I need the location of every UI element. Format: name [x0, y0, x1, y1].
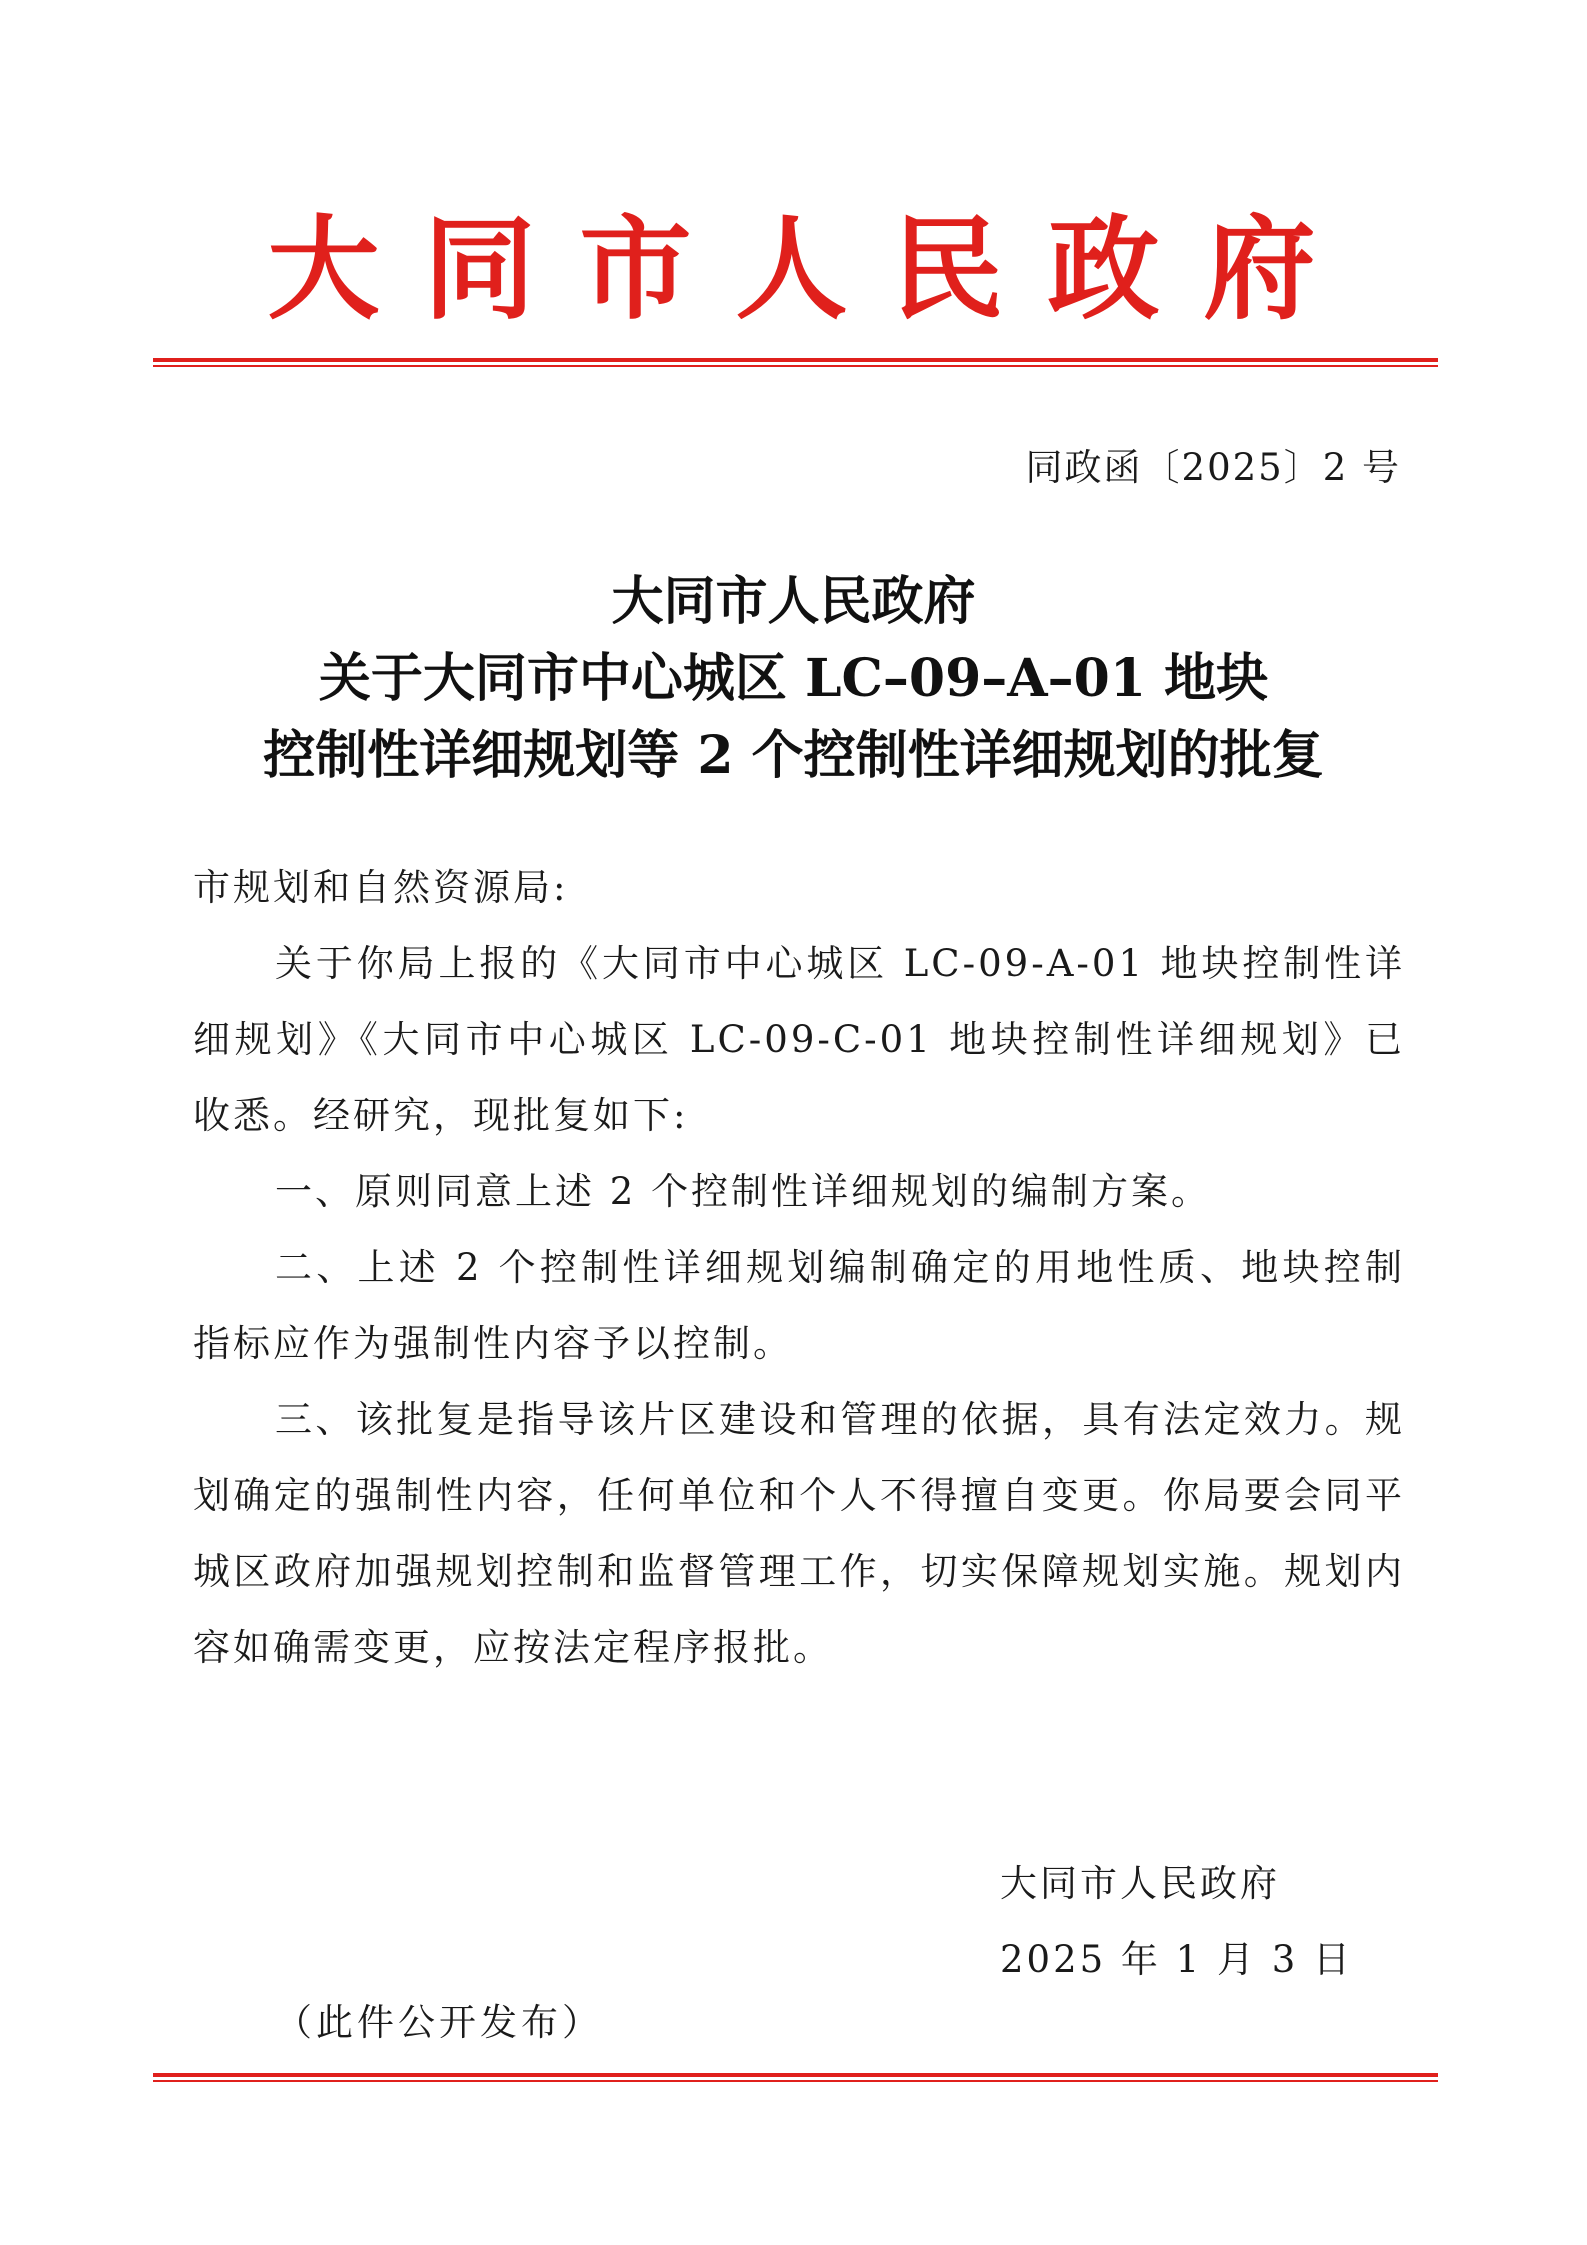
letterhead-title: 大同市人民政府: [267, 204, 1360, 335]
signature-issuer: 大同市人民政府: [1000, 1862, 1280, 1905]
body-paragraph-item-2: 二、上述 2 个控制性详细规划编制确定的用地性质、地块控制指标应作为强制性内容予以控制。: [193, 1246, 1405, 1365]
document-body: [193, 850, 1405, 1686]
signature-block: [1000, 1846, 1353, 1998]
red-rule-thick-line: [153, 358, 1438, 362]
footer-rule-thin-line: [153, 2080, 1438, 2082]
body-paragraph-intro: 关于你局上报的《大同市中心城区 LC-09-A-01 地块控制性详细规划》《大同市中心城区 LC-09-C-01 地块控制性详细规划》已收悉。经研究，现批复如下:: [193, 942, 1405, 1137]
signature-date: 2025 年 1 月 3 日: [1000, 1938, 1354, 1981]
title-line-3: 控制性详细规划等 2 个控制性详细规划的批复: [263, 725, 1324, 786]
title-line-1: 大同市人民政府: [611, 571, 976, 632]
public-release-note: （此件公开发布）: [275, 2001, 603, 2044]
red-rule-thin-line: [153, 365, 1438, 367]
footer-red-rule: [153, 2073, 1438, 2082]
letterhead-red-rule: [153, 358, 1438, 367]
body-paragraph-item-1: 一、原则同意上述 2 个控制性详细规划的编制方案。: [275, 1170, 1212, 1213]
footer-rule-thick-line: [153, 2073, 1438, 2077]
document-title: [0, 563, 1587, 794]
addressee: 市规划和自然资源局:: [193, 866, 569, 909]
title-line-2: 关于大同市中心城区 LC–09–A–01 地块: [318, 648, 1269, 709]
document-number: 同政函〔2025〕2 号: [1025, 446, 1401, 489]
body-paragraph-item-3: 三、该批复是指导该片区建设和管理的依据，具有法定效力。规划确定的强制性内容，任何单位和个人不得擅自变更。你局要会同平城区政府加强规划控制和监督管理工作，切实保障规划实施。规划内容如确需变更，应按法定程序报批。: [193, 1398, 1405, 1669]
